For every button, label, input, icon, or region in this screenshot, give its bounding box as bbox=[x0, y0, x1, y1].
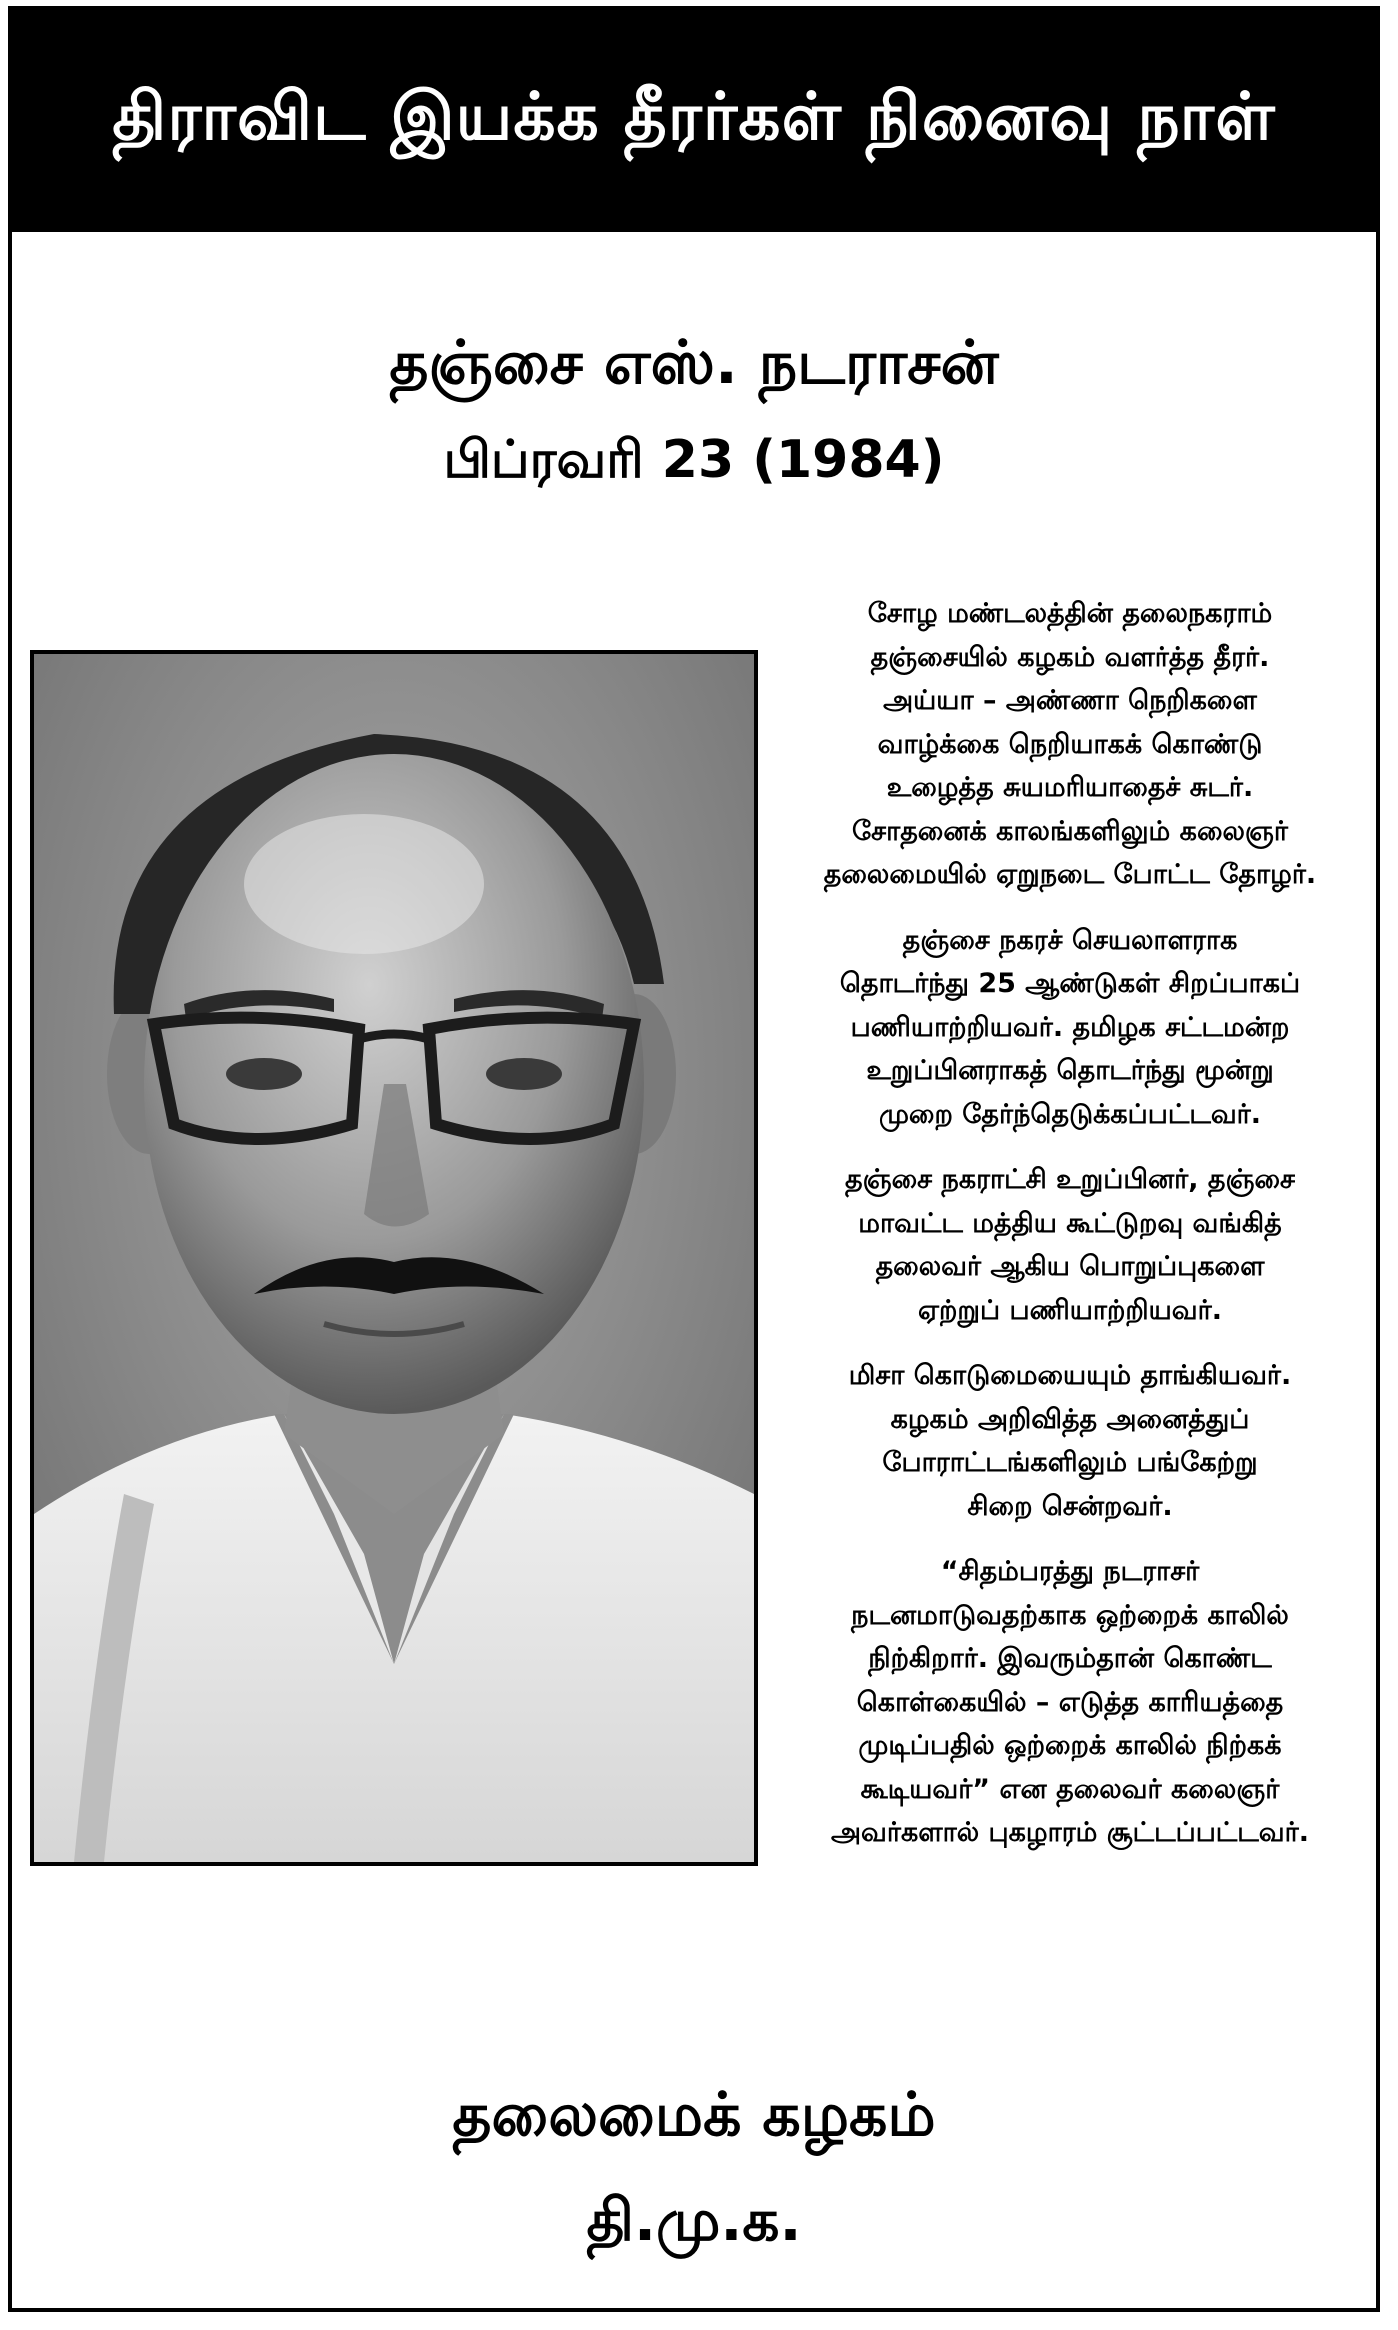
bio-line: உறுப்பினராகத் தொடர்ந்து மூன்று bbox=[866, 1055, 1274, 1086]
bio-line: போராட்டங்களிலும் பங்கேற்று bbox=[882, 1447, 1258, 1478]
bio-line: அய்யா – அண்ணா நெறிகளை bbox=[883, 685, 1257, 716]
banner-title: திராவிட இயக்க தீரர்கள் நினைவு நாள் bbox=[12, 10, 1376, 232]
person-name: தஞ்சை எஸ். நடராசன் bbox=[389, 328, 999, 398]
bio-line: வாழ்க்கை நெறியாகக் கொண்டு bbox=[877, 728, 1263, 760]
bio-line: நிற்கிறார். இவரும்தான் கொண்ட bbox=[868, 1643, 1272, 1674]
bio-line: தொடர்ந்து 25 ஆண்டுகள் சிறப்பாகப் bbox=[839, 968, 1301, 999]
bio-paragraph-4 bbox=[772, 1354, 1368, 1528]
bio-paragraph-5 bbox=[772, 1550, 1368, 1855]
bio-line: மாவட்ட மத்திய கூட்டுறவு வங்கித் bbox=[858, 1207, 1282, 1239]
bio-line: முடிப்பதில் ஒற்றைக் காலில் நிற்கக் bbox=[858, 1730, 1282, 1761]
bio-line: நடனமாடுவதற்காக ஒற்றைக் காலில் bbox=[851, 1599, 1289, 1631]
bio-line: தலைவர் ஆகிய பொறுப்புகளை bbox=[875, 1251, 1265, 1282]
footer-party-name: தி.மு.க. bbox=[586, 2186, 802, 2254]
bio-line: ஏற்றுப் பணியாற்றியவர். bbox=[918, 1294, 1222, 1326]
portrait-photo bbox=[30, 650, 758, 1866]
footer-organization: தலைமைக் கழகம் bbox=[452, 2080, 936, 2150]
bio-line: சிறை சென்றவர். bbox=[967, 1490, 1173, 1522]
bio-line: தஞ்சையில் கழகம் வளர்த்த தீரர். bbox=[870, 641, 1270, 673]
bio-line: அவர்களால் புகழாரம் சூட்டப்பட்டவர். bbox=[831, 1817, 1309, 1848]
bio-line: உழைத்த சுயமரியாதைச் சுடர். bbox=[886, 772, 1254, 803]
bio-line: தஞ்சை நகரச் செயலாளராக bbox=[902, 924, 1238, 956]
bio-paragraph-1 bbox=[772, 592, 1368, 897]
bio-line: கொள்கையில் – எடுத்த காரியத்தை bbox=[856, 1686, 1284, 1718]
bio-paragraph-2 bbox=[772, 919, 1368, 1137]
bio-line: சோழ மண்டலத்தின் தலைநகராம் bbox=[867, 598, 1273, 629]
biography bbox=[772, 592, 1368, 1877]
bio-line: தஞ்சை நகராட்சி உறுப்பினர், தஞ்சை bbox=[845, 1164, 1295, 1195]
memorial-date: பிப்ரவரி 23 (1984) bbox=[443, 430, 945, 490]
bio-line: மிசா கொடுமையையும் தாங்கியவர். bbox=[848, 1360, 1292, 1391]
bio-line: தலைமையில் ஏறுநடை போட்ட தோழர். bbox=[823, 859, 1317, 890]
bio-line: பணியாற்றியவர். தமிழக சட்டமன்ற bbox=[850, 1011, 1290, 1043]
bio-paragraph-3 bbox=[772, 1158, 1368, 1332]
bio-line: கழகம் அறிவித்த அனைத்துப் bbox=[890, 1403, 1250, 1435]
bio-line: சோதனைக் காலங்களிலும் கலைஞர் bbox=[851, 815, 1289, 847]
memorial-notice bbox=[8, 6, 1380, 2312]
bio-line: கூடியவர்” என தலைவர் கலைஞர் bbox=[860, 1773, 1280, 1805]
portrait-illustration bbox=[34, 654, 754, 1862]
bio-line: “சிதம்பரத்து நடராசர் bbox=[940, 1556, 1200, 1587]
bio-line: முறை தேர்ந்தெடுக்கப்பட்டவர். bbox=[878, 1098, 1262, 1130]
